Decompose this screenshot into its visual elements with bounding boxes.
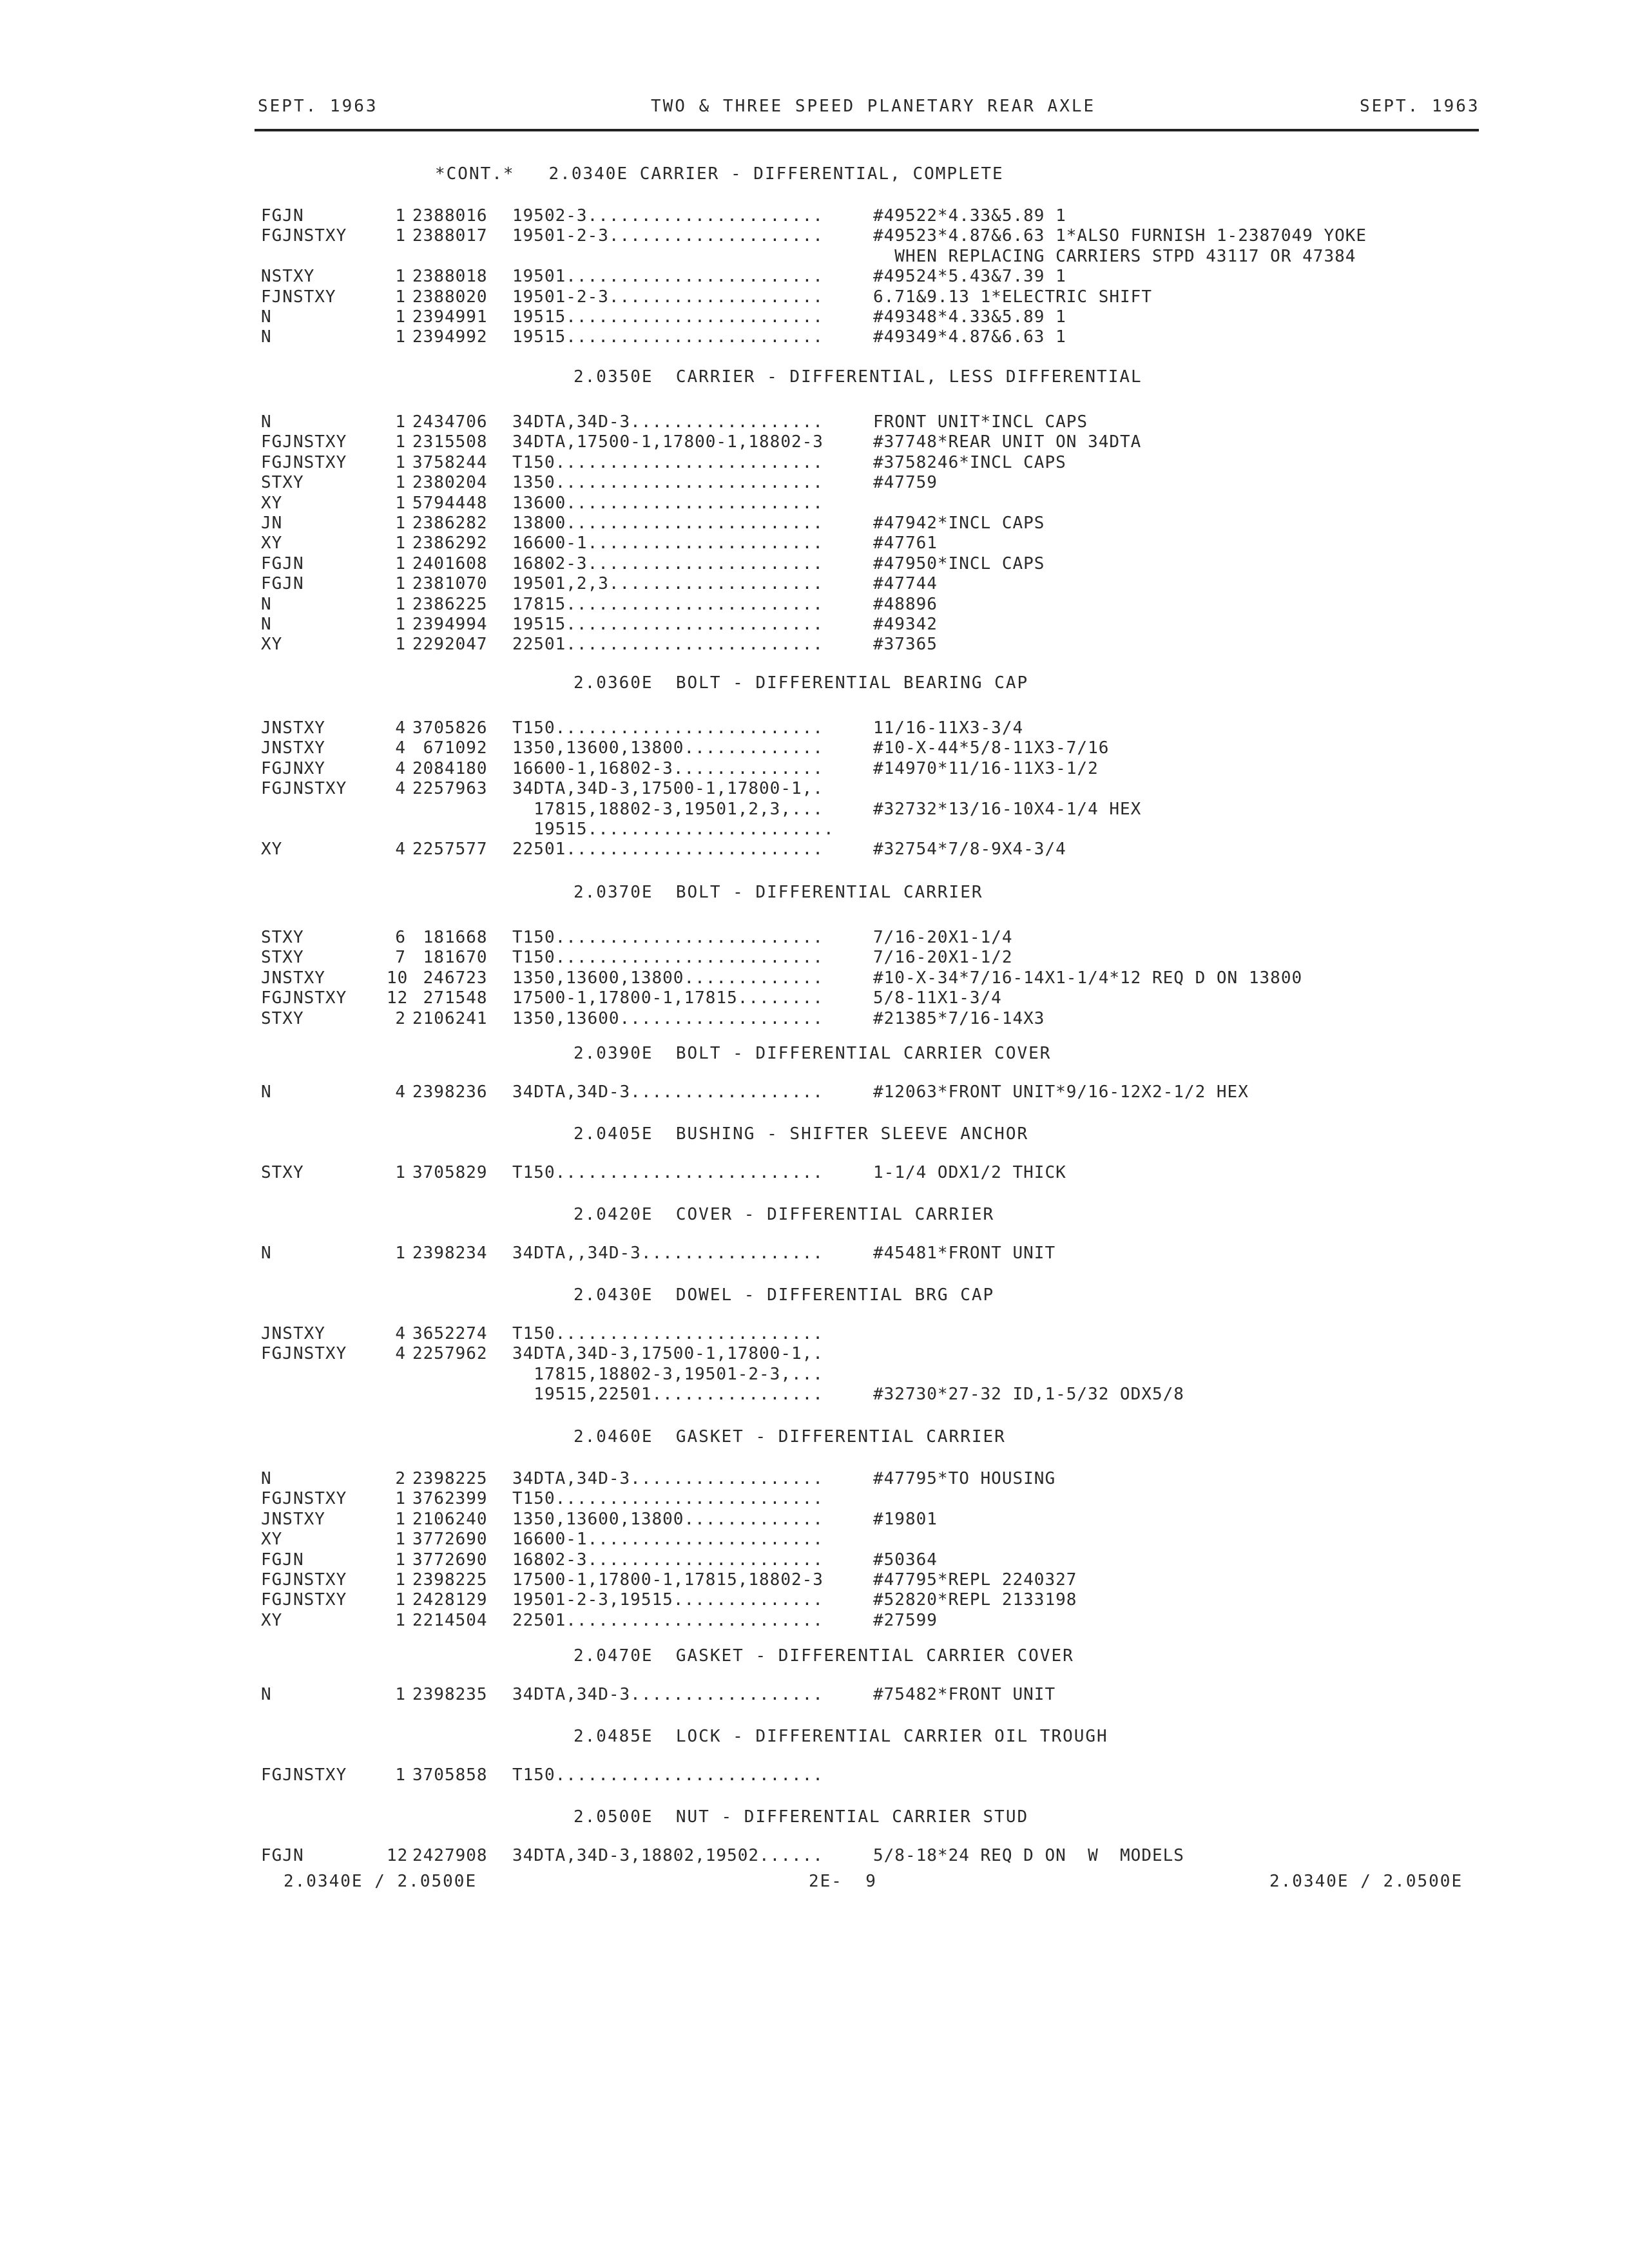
- quantity: 1: [395, 514, 406, 533]
- part-number: 2398225: [412, 1469, 488, 1488]
- parts-row: [0, 453, 1629, 472]
- section-title: 2.0405E BUSHING - SHIFTER SLEEVE ANCHOR: [574, 1124, 1029, 1144]
- quantity: 1: [395, 1163, 406, 1182]
- remarks: #47744: [873, 574, 938, 594]
- quantity: 1: [395, 635, 406, 655]
- quantity: 4: [395, 738, 406, 758]
- parts-row: [0, 554, 1629, 573]
- part-number: 2394991: [412, 307, 488, 327]
- remarks: 11/16-11X3-3/4: [873, 718, 1024, 738]
- usage-description: 1350,13600,13800.............: [512, 738, 824, 758]
- remarks: #49349*4.87&6.63 1: [873, 327, 1066, 347]
- parts-row: [0, 432, 1629, 452]
- quantity: 4: [395, 1082, 406, 1102]
- usage-description: 1350,13600,13800.............: [512, 1509, 824, 1529]
- parts-row: [0, 615, 1629, 634]
- section-title: 2.0470E GASKET - DIFFERENTIAL CARRIER COVER: [574, 1646, 1074, 1666]
- quantity: 1: [395, 1685, 406, 1704]
- remarks: #47795*TO HOUSING: [873, 1469, 1056, 1488]
- header-date-left: SEPT. 1963: [258, 97, 378, 116]
- parts-row: [0, 574, 1629, 593]
- model-code: FGJNXY: [261, 758, 325, 778]
- part-number: 2084180: [412, 758, 488, 778]
- usage-description: 17815,18802-3,19501,2,3,...: [512, 799, 824, 819]
- usage-description: 22501........................: [512, 1610, 824, 1630]
- model-code: FGJNSTXY: [261, 1590, 347, 1610]
- quantity: 1: [395, 533, 406, 553]
- quantity: 1: [395, 206, 406, 226]
- part-number: 5794448: [412, 493, 488, 513]
- parts-row: [0, 1530, 1629, 1549]
- parts-row: [0, 1324, 1629, 1343]
- model-code: FGJNSTXY: [261, 1570, 347, 1590]
- usage-description: 13600........................: [512, 493, 824, 513]
- usage-description: 34DTA,34D-3..................: [512, 1082, 824, 1102]
- usage-description: 17815........................: [512, 594, 824, 614]
- parts-row: [0, 779, 1629, 798]
- usage-description: 34DTA,34D-3,17500-1,17800-1,.: [512, 779, 824, 799]
- quantity: 4: [395, 718, 406, 738]
- remarks: 7/16-20X1-1/4: [873, 928, 1013, 947]
- section-title: 2.0420E COVER - DIFFERENTIAL CARRIER: [574, 1205, 995, 1224]
- parts-row: [0, 327, 1629, 347]
- footer-range-right: 2.0340E / 2.0500E: [1269, 1872, 1463, 1891]
- quantity: 1: [395, 1570, 406, 1590]
- part-number: 2386282: [412, 514, 488, 533]
- remarks: #75482*FRONT UNIT: [873, 1685, 1056, 1704]
- parts-row: [0, 800, 1629, 819]
- part-number: 3772690: [412, 1530, 488, 1550]
- parts-row: [0, 1385, 1629, 1404]
- model-code: FGJNSTXY: [261, 1344, 347, 1364]
- parts-row: [0, 948, 1629, 967]
- part-number: 271548: [412, 988, 488, 1008]
- part-number: 3652274: [412, 1324, 488, 1343]
- footer-page-number: 2E- 9: [809, 1872, 877, 1891]
- part-number: 2398236: [412, 1082, 488, 1102]
- quantity: 1: [395, 452, 406, 472]
- quantity: 1: [395, 1489, 406, 1509]
- remarks: #47950*INCL CAPS: [873, 553, 1045, 573]
- model-code: N: [261, 1685, 272, 1704]
- remarks: #3758246*INCL CAPS: [873, 452, 1066, 472]
- quantity: 10: [387, 968, 409, 988]
- section-title: 2.0460E GASKET - DIFFERENTIAL CARRIER: [574, 1427, 1006, 1446]
- part-number: 2386225: [412, 594, 488, 614]
- parts-row: [0, 759, 1629, 778]
- model-code: N: [261, 1469, 272, 1488]
- header-title: TWO & THREE SPEED PLANETARY REAR AXLE: [651, 97, 1096, 116]
- quantity: 1: [395, 493, 406, 513]
- part-number: 2106240: [412, 1509, 488, 1529]
- part-number: 2106241: [412, 1008, 488, 1028]
- model-code: N: [261, 1244, 272, 1263]
- model-code: JNSTXY: [261, 718, 325, 738]
- quantity: 1: [395, 1550, 406, 1570]
- usage-description: 16600-1......................: [512, 1530, 824, 1550]
- remarks: #27599: [873, 1610, 938, 1630]
- model-code: FGJN: [261, 553, 304, 573]
- section-title: *CONT.* 2.0340E CARRIER - DIFFERENTIAL, COMPLETE: [435, 164, 1004, 184]
- parts-row: [0, 1009, 1629, 1028]
- usage-description: 19502-3......................: [512, 206, 824, 226]
- section-title: 2.0370E BOLT - DIFFERENTIAL CARRIER: [574, 883, 983, 902]
- model-code: N: [261, 615, 272, 634]
- part-number: 2434706: [412, 412, 488, 432]
- remarks: 5/8-18*24 REQ D ON W MODELS: [873, 1846, 1184, 1865]
- part-number: 2401608: [412, 553, 488, 573]
- remarks: FRONT UNIT*INCL CAPS: [873, 412, 1088, 432]
- model-code: JNSTXY: [261, 738, 325, 758]
- model-code: FGJNSTXY: [261, 452, 347, 472]
- quantity: 4: [395, 779, 406, 799]
- parts-row: [0, 267, 1629, 286]
- remarks: #52820*REPL 2133198: [873, 1590, 1077, 1610]
- part-number: 3705826: [412, 718, 488, 738]
- model-code: STXY: [261, 1008, 304, 1028]
- model-code: XY: [261, 533, 283, 553]
- remarks: #49342: [873, 615, 938, 634]
- usage-description: T150.........................: [512, 718, 824, 738]
- remarks: #32754*7/8-9X4-3/4: [873, 840, 1066, 860]
- parts-row: [0, 1469, 1629, 1488]
- quantity: 1: [395, 226, 406, 246]
- quantity: 4: [395, 1344, 406, 1364]
- part-number: 3762399: [412, 1489, 488, 1509]
- model-code: XY: [261, 493, 283, 513]
- usage-description: 16600-1......................: [512, 533, 824, 553]
- model-code: XY: [261, 840, 283, 860]
- model-code: JN: [261, 514, 283, 533]
- model-code: FGJNSTXY: [261, 988, 347, 1008]
- model-code: N: [261, 1082, 272, 1102]
- remarks: #14970*11/16-11X3-1/2: [873, 758, 1099, 778]
- section-title: 2.0360E BOLT - DIFFERENTIAL BEARING CAP: [574, 673, 1029, 693]
- part-number: 2315508: [412, 432, 488, 452]
- parts-row: [0, 226, 1629, 245]
- parts-row: [0, 1765, 1629, 1785]
- remarks: #49524*5.43&7.39 1: [873, 267, 1066, 287]
- section-title: 2.0485E LOCK - DIFFERENTIAL CARRIER OIL TROUGH: [574, 1727, 1108, 1746]
- parts-row: [0, 494, 1629, 513]
- usage-description: T150.........................: [512, 452, 824, 472]
- remarks: #32730*27-32 ID,1-5/32 ODX5/8: [873, 1385, 1184, 1405]
- usage-description: T150.........................: [512, 1324, 824, 1343]
- parts-row: [0, 247, 1629, 266]
- model-code: STXY: [261, 473, 304, 493]
- parts-row: [0, 1590, 1629, 1610]
- usage-description: T150.........................: [512, 1765, 824, 1785]
- parts-row: [0, 840, 1629, 859]
- remarks: #37748*REAR UNIT ON 34DTA: [873, 432, 1142, 452]
- usage-description: 19501-2-3....................: [512, 287, 824, 307]
- usage-description: 1350,13600,13800.............: [512, 968, 824, 988]
- quantity: 7: [395, 948, 406, 968]
- quantity: 1: [395, 412, 406, 432]
- model-code: N: [261, 307, 272, 327]
- part-number: 3758244: [412, 452, 488, 472]
- usage-description: 19501,2,3....................: [512, 574, 824, 594]
- usage-description: 19515........................: [512, 307, 824, 327]
- remarks: #47795*REPL 2240327: [873, 1570, 1077, 1590]
- model-code: JNSTXY: [261, 1509, 325, 1529]
- usage-description: 19501-2-3,19515..............: [512, 1590, 824, 1610]
- remarks: #47759: [873, 473, 938, 493]
- model-code: N: [261, 594, 272, 614]
- usage-description: 34DTA,34D-3,17500-1,17800-1,.: [512, 1344, 824, 1364]
- usage-description: 19501........................: [512, 267, 824, 287]
- parts-row: [0, 928, 1629, 947]
- part-number: 2388018: [412, 267, 488, 287]
- usage-description: T150.........................: [512, 928, 824, 947]
- model-code: FGJN: [261, 206, 304, 226]
- model-code: NSTXY: [261, 267, 315, 287]
- model-code: XY: [261, 1530, 283, 1550]
- remarks: #50364: [873, 1550, 938, 1570]
- section-title: 2.0500E NUT - DIFFERENTIAL CARRIER STUD: [574, 1807, 1029, 1827]
- quantity: 1: [395, 553, 406, 573]
- quantity: 6: [395, 928, 406, 947]
- model-code: FGJNSTXY: [261, 1765, 347, 1785]
- model-code: FGJN: [261, 1550, 304, 1570]
- usage-description: 16802-3......................: [512, 1550, 824, 1570]
- part-number: 671092: [412, 738, 488, 758]
- remarks: 6.71&9.13 1*ELECTRIC SHIFT: [873, 287, 1152, 307]
- quantity: 1: [395, 594, 406, 614]
- model-code: XY: [261, 635, 283, 655]
- quantity: 1: [395, 1765, 406, 1785]
- part-number: 181670: [412, 948, 488, 968]
- part-number: 2386292: [412, 533, 488, 553]
- usage-description: 34DTA,34D-3..................: [512, 1469, 824, 1488]
- usage-description: 16600-1,16802-3..............: [512, 758, 824, 778]
- parts-row: [0, 307, 1629, 327]
- model-code: XY: [261, 1610, 283, 1630]
- remarks: #21385*7/16-14X3: [873, 1008, 1045, 1028]
- parts-row: [0, 1510, 1629, 1529]
- parts-row: [0, 1611, 1629, 1630]
- usage-description: 17500-1,17800-1,17815,18802-3: [512, 1570, 824, 1590]
- usage-description: T150.........................: [512, 948, 824, 968]
- parts-row: [0, 1365, 1629, 1384]
- usage-description: 19515........................: [512, 615, 824, 634]
- remarks: 7/16-20X1-1/2: [873, 948, 1013, 968]
- parts-row: [0, 514, 1629, 533]
- usage-description: 19515.......................: [512, 820, 834, 839]
- footer-range-left: 2.0340E / 2.0500E: [284, 1872, 477, 1891]
- usage-description: 34DTA,17500-1,17800-1,18802-3: [512, 432, 824, 452]
- model-code: FGJN: [261, 574, 304, 594]
- usage-description: 1350.........................: [512, 473, 824, 493]
- quantity: 1: [395, 327, 406, 347]
- part-number: 2428129: [412, 1590, 488, 1610]
- parts-row: [0, 635, 1629, 654]
- quantity: 4: [395, 758, 406, 778]
- model-code: FGJNSTXY: [261, 1489, 347, 1509]
- parts-row: [0, 1550, 1629, 1570]
- parts-row: [0, 1846, 1629, 1865]
- quantity: 1: [395, 1509, 406, 1529]
- usage-description: 19515........................: [512, 327, 824, 347]
- model-code: FJNSTXY: [261, 287, 336, 307]
- quantity: 1: [395, 432, 406, 452]
- parts-row: [0, 533, 1629, 553]
- remarks: #49522*4.33&5.89 1: [873, 206, 1066, 226]
- part-number: 2398234: [412, 1244, 488, 1263]
- usage-description: T150.........................: [512, 1163, 824, 1182]
- parts-row: [0, 595, 1629, 614]
- usage-description: 13800........................: [512, 514, 824, 533]
- quantity: 1: [395, 615, 406, 634]
- model-code: FGJNSTXY: [261, 226, 347, 246]
- model-code: FGJNSTXY: [261, 779, 347, 799]
- remarks: #32732*13/16-10X4-1/4 HEX: [873, 799, 1142, 819]
- part-number: 2381070: [412, 574, 488, 594]
- part-number: 2388016: [412, 206, 488, 226]
- remarks: 5/8-11X1-3/4: [873, 988, 1002, 1008]
- part-number: 246723: [412, 968, 488, 988]
- usage-description: 22501........................: [512, 840, 824, 860]
- parts-row: [0, 988, 1629, 1008]
- quantity: 1: [395, 574, 406, 594]
- model-code: JNSTXY: [261, 1324, 325, 1343]
- usage-description: 16802-3......................: [512, 553, 824, 573]
- header-date-right: SEPT. 1963: [1360, 97, 1480, 116]
- parts-row: [0, 1685, 1629, 1704]
- parts-row: [0, 1244, 1629, 1263]
- part-number: 2388020: [412, 287, 488, 307]
- part-number: 181668: [412, 928, 488, 947]
- quantity: 2: [395, 1469, 406, 1488]
- quantity: 4: [395, 840, 406, 860]
- usage-description: 19515,22501................: [512, 1385, 824, 1405]
- remarks: WHEN REPLACING CARRIERS STPD 43117 OR 47384: [873, 246, 1356, 266]
- parts-row: [0, 738, 1629, 758]
- remarks: 1-1/4 ODX1/2 THICK: [873, 1163, 1066, 1182]
- part-number: 2257963: [412, 779, 488, 799]
- quantity: 12: [387, 988, 409, 1008]
- quantity: 2: [395, 1008, 406, 1028]
- parts-row: [0, 968, 1629, 988]
- remarks: #48896: [873, 594, 938, 614]
- remarks: #47942*INCL CAPS: [873, 514, 1045, 533]
- quantity: 1: [395, 267, 406, 287]
- remarks: #10-X-44*5/8-11X3-7/16: [873, 738, 1110, 758]
- parts-row: [0, 287, 1629, 307]
- section-title: 2.0390E BOLT - DIFFERENTIAL CARRIER COVER: [574, 1044, 1052, 1063]
- usage-description: T150.........................: [512, 1489, 824, 1509]
- header-rule: [255, 129, 1479, 131]
- part-number: 2257962: [412, 1344, 488, 1364]
- usage-description: 34DTA,34D-3..................: [512, 412, 824, 432]
- quantity: 1: [395, 1590, 406, 1610]
- remarks: #47761: [873, 533, 938, 553]
- quantity: 4: [395, 1324, 406, 1343]
- remarks: #19801: [873, 1509, 938, 1529]
- parts-row: [0, 206, 1629, 226]
- quantity: 1: [395, 1244, 406, 1263]
- usage-description: 34DTA,34D-3..................: [512, 1685, 824, 1704]
- section-title: 2.0430E DOWEL - DIFFERENTIAL BRG CAP: [574, 1285, 995, 1305]
- remarks: #37365: [873, 635, 938, 655]
- model-code: N: [261, 412, 272, 432]
- model-code: FGJNSTXY: [261, 432, 347, 452]
- remarks: #45481*FRONT UNIT: [873, 1244, 1056, 1263]
- parts-row: [0, 820, 1629, 839]
- part-number: 2388017: [412, 226, 488, 246]
- usage-description: 17500-1,17800-1,17815........: [512, 988, 824, 1008]
- parts-row: [0, 1570, 1629, 1590]
- model-code: STXY: [261, 1163, 304, 1182]
- usage-description: 34DTA,,34D-3.................: [512, 1244, 824, 1263]
- part-number: 2380204: [412, 473, 488, 493]
- parts-row: [0, 1082, 1629, 1102]
- usage-description: 22501........................: [512, 635, 824, 655]
- model-code: STXY: [261, 928, 304, 947]
- remarks: #10-X-34*7/16-14X1-1/4*12 REQ D ON 13800: [873, 968, 1303, 988]
- part-number: 2257577: [412, 840, 488, 860]
- model-code: N: [261, 327, 272, 347]
- part-number: 2398225: [412, 1570, 488, 1590]
- remarks: #49523*4.87&6.63 1*ALSO FURNISH 1-2387049 YOKE: [873, 226, 1367, 246]
- part-number: 3705829: [412, 1163, 488, 1182]
- quantity: 1: [395, 307, 406, 327]
- parts-row: [0, 1344, 1629, 1363]
- quantity: 1: [395, 1530, 406, 1550]
- model-code: JNSTXY: [261, 968, 325, 988]
- part-number: 2214504: [412, 1610, 488, 1630]
- parts-row: [0, 1163, 1629, 1182]
- part-number: 2292047: [412, 635, 488, 655]
- parts-row: [0, 473, 1629, 492]
- part-number: 2427908: [412, 1846, 488, 1865]
- section-title: 2.0350E CARRIER - DIFFERENTIAL, LESS DIFFERENTIAL: [574, 367, 1142, 387]
- quantity: 1: [395, 287, 406, 307]
- remarks: #12063*FRONT UNIT*9/16-12X2-1/2 HEX: [873, 1082, 1249, 1102]
- usage-description: 17815,18802-3,19501-2-3,...: [512, 1364, 824, 1384]
- quantity: 1: [395, 1610, 406, 1630]
- usage-description: 34DTA,34D-3,18802,19502......: [512, 1846, 824, 1865]
- quantity: 12: [387, 1846, 409, 1865]
- model-code: STXY: [261, 948, 304, 968]
- usage-description: 19501-2-3....................: [512, 226, 824, 246]
- remarks: #49348*4.33&5.89 1: [873, 307, 1066, 327]
- parts-row: [0, 1489, 1629, 1508]
- part-number: 2398235: [412, 1685, 488, 1704]
- parts-row: [0, 412, 1629, 432]
- parts-row: [0, 718, 1629, 738]
- part-number: 2394992: [412, 327, 488, 347]
- part-number: 2394994: [412, 615, 488, 634]
- usage-description: 1350,13600...................: [512, 1008, 824, 1028]
- part-number: 3772690: [412, 1550, 488, 1570]
- model-code: FGJN: [261, 1846, 304, 1865]
- part-number: 3705858: [412, 1765, 488, 1785]
- quantity: 1: [395, 473, 406, 493]
